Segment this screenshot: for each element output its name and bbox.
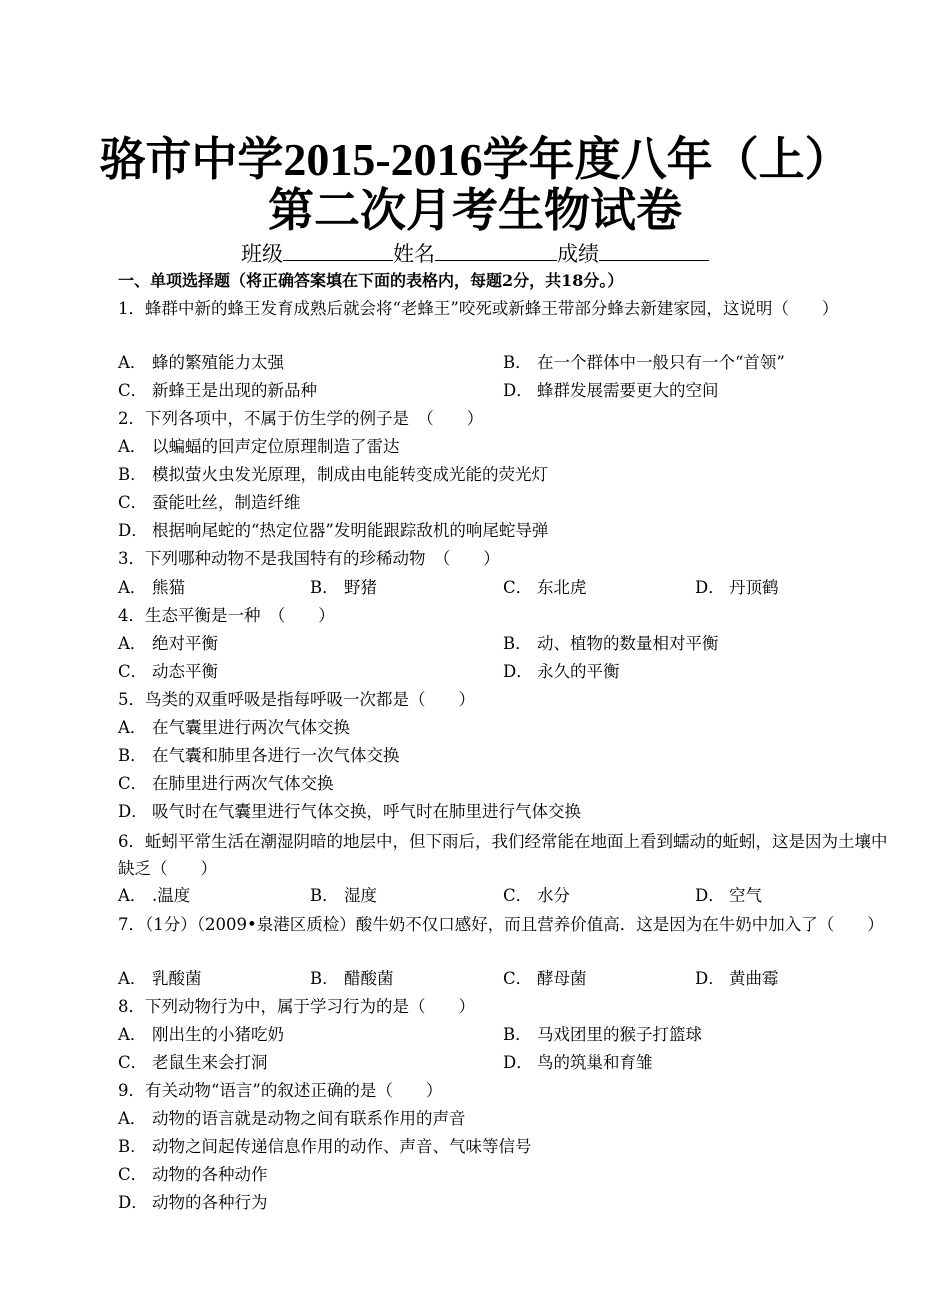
q2-option-a: A． 以蝙蝠的回声定位原理制造了雷达: [118, 437, 400, 456]
q4-option-c: C． 动态平衡: [118, 662, 218, 681]
q1-option-d: D． 蜂群发展需要更大的空间: [503, 381, 719, 400]
question-7-stem: 7．（1分）（2009•泉港区质检）酸牛奶不仅口感好，而且营养价值高．这是因为在牛奶中加入了（ ）: [118, 915, 884, 934]
question-6-stem: 6．蚯蚓平常生活在潮湿阴暗的地层中，但下雨后，我们经常能在地面上看到蠕动的蚯蚓，这是因为土壤中缺乏（ ）: [118, 832, 888, 878]
q1-option-b: B． 在一个群体中一般只有一个“首领”: [503, 353, 785, 372]
q2-option-d: D． 根据响尾蛇的“热定位器”发明能跟踪敌机的响尾蛇导弹: [118, 521, 549, 540]
score-label: 成绩: [557, 242, 599, 266]
q7-option-c: C． 酵母菌: [503, 969, 587, 988]
q4-option-b: B． 动、植物的数量相对平衡: [503, 634, 719, 653]
q6-option-c: C． 水分: [503, 886, 570, 905]
q4-option-d: D． 永久的平衡: [503, 662, 620, 681]
q3-option-a: A． 熊猫: [118, 578, 185, 597]
q5-option-a: A． 在气囊里进行两次气体交换: [118, 718, 350, 737]
question-5-stem: 5．鸟类的双重呼吸是指每呼吸一次都是（ ）: [118, 690, 475, 709]
exam-title-line2: 第二次月考生物试卷: [268, 185, 682, 236]
q6-option-a: A． .温度: [118, 886, 191, 905]
score-blank: [599, 241, 709, 261]
class-label: 班级: [241, 242, 283, 266]
question-8-stem: 8．下列动物行为中，属于学习行为的是（ ）: [118, 997, 475, 1016]
q4-option-a: A． 绝对平衡: [118, 634, 218, 653]
question-4-stem: 4．生态平衡是一种 （ ）: [118, 606, 335, 625]
class-blank: [283, 241, 393, 261]
q8-option-c: C． 老鼠生来会打洞: [118, 1053, 268, 1072]
q1-option-c: C． 新蜂王是出现的新品种: [118, 381, 317, 400]
q7-option-b: B． 醋酸菌: [310, 969, 394, 988]
q3-option-d: D． 丹顶鹤: [695, 578, 779, 597]
question-3-stem: 3．下列哪种动物不是我国特有的珍稀动物 （ ）: [118, 549, 500, 568]
q5-option-d: D． 吸气时在气囊里进行气体交换，呼气时在肺里进行气体交换: [118, 802, 581, 821]
name-label: 姓名: [393, 242, 435, 266]
exam-title-line1: 骆市中学2015-2016学年度八年（上）: [99, 134, 851, 185]
q1-option-a: A． 蜂的繁殖能力太强: [118, 353, 284, 372]
q8-option-a: A． 刚出生的小猪吃奶: [118, 1025, 284, 1044]
q5-option-b: B． 在气囊和肺里各进行一次气体交换: [118, 746, 400, 765]
q9-option-d: D． 动物的各种行为: [118, 1193, 268, 1212]
q3-option-b: B． 野猪: [310, 578, 377, 597]
q8-option-d: D． 鸟的筑巢和育雏: [503, 1053, 653, 1072]
q6-option-d: D． 空气: [695, 886, 762, 905]
q6-option-b: B． 湿度: [310, 886, 377, 905]
q9-option-c: C． 动物的各种动作: [118, 1165, 268, 1184]
q9-option-b: B． 动物之间起传递信息作用的动作、声音、气味等信号: [118, 1137, 532, 1156]
question-2-stem: 2．下列各项中，不属于仿生学的例子是 （ ）: [118, 409, 484, 428]
q5-option-c: C． 在肺里进行两次气体交换: [118, 774, 334, 793]
name-blank: [435, 241, 557, 261]
q3-option-c: C． 东北虎: [503, 578, 587, 597]
q7-option-d: D． 黄曲霉: [695, 969, 779, 988]
q9-option-a: A． 动物的语言就是动物之间有联系作用的声音: [118, 1109, 466, 1128]
question-9-stem: 9．有关动物“语言”的叙述正确的是（ ）: [118, 1081, 443, 1100]
student-info-line: [0, 241, 950, 267]
q7-option-a: A． 乳酸菌: [118, 969, 202, 988]
q2-option-c: C． 蚕能吐丝，制造纤维: [118, 493, 301, 512]
section-heading: 一、单项选择题（将正确答案填在下面的表格内，每题2分，共18分。）: [118, 271, 624, 290]
question-1-stem: 1．蜂群中新的蜂王发育成熟后就会将“老蜂王”咬死或新蜂王带部分蜂去新建家园，这说明（ ）: [118, 299, 839, 318]
q8-option-b: B． 马戏团里的猴子打篮球: [503, 1025, 702, 1044]
q2-option-b: B． 模拟萤火虫发光原理，制成由电能转变成光能的荧光灯: [118, 465, 548, 484]
